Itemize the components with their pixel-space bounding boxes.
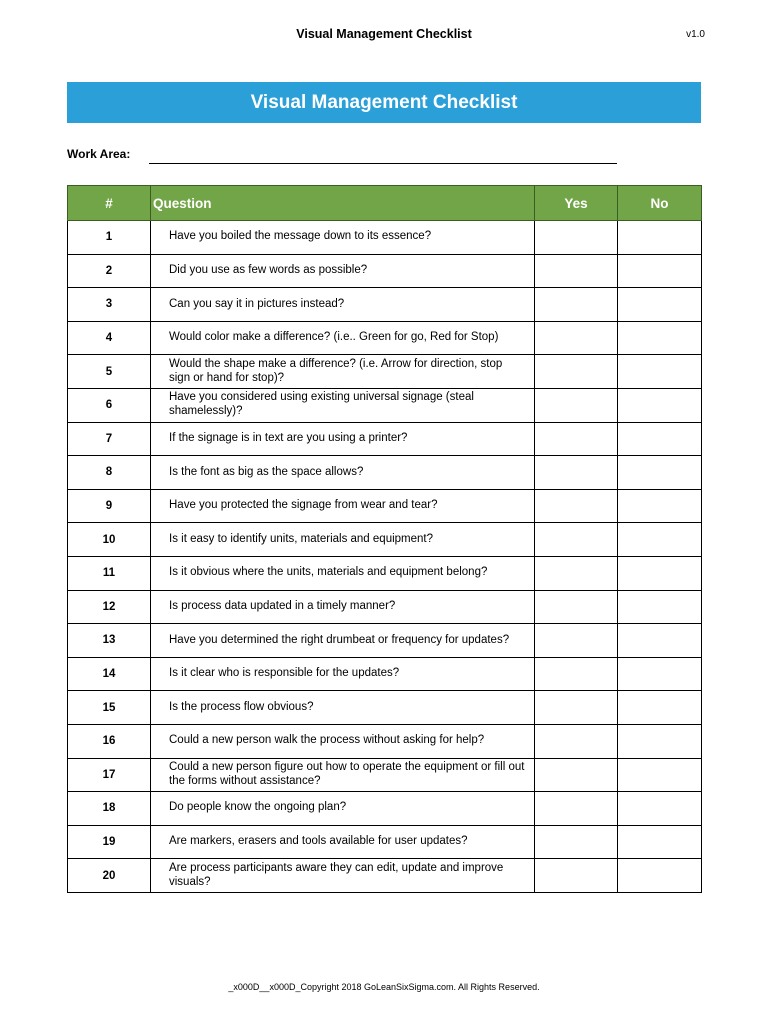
yes-checkbox-cell[interactable]	[535, 724, 618, 758]
row-number: 2	[68, 254, 151, 288]
table-row	[68, 254, 702, 288]
no-checkbox-cell[interactable]	[618, 590, 702, 624]
row-number: 6	[68, 388, 151, 422]
table-row	[68, 758, 702, 792]
checklist-rows	[68, 221, 702, 893]
table-row	[68, 825, 702, 859]
table-row	[68, 691, 702, 725]
row-number: 15	[68, 691, 151, 725]
yes-checkbox-cell[interactable]	[535, 859, 618, 893]
no-checkbox-cell[interactable]	[618, 724, 702, 758]
row-question: Could a new person walk the process without asking for help?	[151, 724, 535, 758]
row-question: Is process data updated in a timely manner?	[151, 590, 535, 624]
yes-checkbox-cell[interactable]	[535, 523, 618, 557]
yes-checkbox-cell[interactable]	[535, 556, 618, 590]
table-row	[68, 624, 702, 658]
row-question: If the signage is in text are you using a printer?	[151, 422, 535, 456]
work-area-field[interactable]	[149, 163, 617, 164]
yes-checkbox-cell[interactable]	[535, 691, 618, 725]
yes-checkbox-cell[interactable]	[535, 288, 618, 322]
column-header-yes: Yes	[535, 186, 618, 221]
row-number: 7	[68, 422, 151, 456]
table-row	[68, 355, 702, 389]
row-question: Have you considered using existing universal signage (steal shamelessly)?	[151, 388, 535, 422]
checklist-banner: Visual Management Checklist	[67, 82, 701, 123]
copyright-footer: _x000D__x000D_Copyright 2018 GoLeanSixSigma.com. All Rights Reserved.	[228, 982, 540, 992]
row-number: 8	[68, 456, 151, 490]
row-question: Do people know the ongoing plan?	[151, 792, 535, 826]
yes-checkbox-cell[interactable]	[535, 355, 618, 389]
row-number: 12	[68, 590, 151, 624]
table-row	[68, 489, 702, 523]
row-number: 10	[68, 523, 151, 557]
yes-checkbox-cell[interactable]	[535, 624, 618, 658]
row-number: 9	[68, 489, 151, 523]
row-number: 19	[68, 825, 151, 859]
row-question: Would the shape make a difference? (i.e. Arrow for direction, stop sign or hand for stop)?	[151, 355, 535, 389]
version-label: v1.0	[686, 29, 705, 40]
table-row	[68, 422, 702, 456]
yes-checkbox-cell[interactable]	[535, 758, 618, 792]
row-question: Is it obvious where the units, materials and equipment belong?	[151, 556, 535, 590]
row-question: Is it clear who is responsible for the updates?	[151, 657, 535, 691]
row-question: Is the process flow obvious?	[151, 691, 535, 725]
no-checkbox-cell[interactable]	[618, 792, 702, 826]
no-checkbox-cell[interactable]	[618, 254, 702, 288]
no-checkbox-cell[interactable]	[618, 388, 702, 422]
yes-checkbox-cell[interactable]	[535, 221, 618, 255]
row-question: Have you protected the signage from wear and tear?	[151, 489, 535, 523]
checklist-table	[67, 185, 702, 893]
row-question: Have you determined the right drumbeat or frequency for updates?	[151, 624, 535, 658]
row-question: Would color make a difference? (i.e.. Green for go, Red for Stop)	[151, 321, 535, 355]
work-area	[67, 145, 627, 165]
no-checkbox-cell[interactable]	[618, 221, 702, 255]
row-number: 16	[68, 724, 151, 758]
row-number: 11	[68, 556, 151, 590]
no-checkbox-cell[interactable]	[618, 355, 702, 389]
row-number: 18	[68, 792, 151, 826]
row-number: 4	[68, 321, 151, 355]
no-checkbox-cell[interactable]	[618, 422, 702, 456]
yes-checkbox-cell[interactable]	[535, 489, 618, 523]
no-checkbox-cell[interactable]	[618, 523, 702, 557]
table-row	[68, 792, 702, 826]
no-checkbox-cell[interactable]	[618, 859, 702, 893]
table-row	[68, 590, 702, 624]
row-question: Is it easy to identify units, materials and equipment?	[151, 523, 535, 557]
table-row	[68, 724, 702, 758]
no-checkbox-cell[interactable]	[618, 288, 702, 322]
row-number: 1	[68, 221, 151, 255]
table-row	[68, 859, 702, 893]
no-checkbox-cell[interactable]	[618, 691, 702, 725]
table-row	[68, 321, 702, 355]
table-row	[68, 556, 702, 590]
row-question: Are process participants aware they can edit, update and improve visuals?	[151, 859, 535, 893]
no-checkbox-cell[interactable]	[618, 321, 702, 355]
no-checkbox-cell[interactable]	[618, 456, 702, 490]
table-row	[68, 456, 702, 490]
table-row	[68, 288, 702, 322]
yes-checkbox-cell[interactable]	[535, 657, 618, 691]
no-checkbox-cell[interactable]	[618, 657, 702, 691]
row-question: Is the font as big as the space allows?	[151, 456, 535, 490]
row-question: Did you use as few words as possible?	[151, 254, 535, 288]
page-header	[0, 27, 768, 45]
yes-checkbox-cell[interactable]	[535, 590, 618, 624]
column-header-no: No	[618, 186, 702, 221]
table-row	[68, 657, 702, 691]
yes-checkbox-cell[interactable]	[535, 254, 618, 288]
row-number: 3	[68, 288, 151, 322]
no-checkbox-cell[interactable]	[618, 556, 702, 590]
table-row	[68, 523, 702, 557]
yes-checkbox-cell[interactable]	[535, 825, 618, 859]
no-checkbox-cell[interactable]	[618, 825, 702, 859]
yes-checkbox-cell[interactable]	[535, 388, 618, 422]
row-question: Have you boiled the message down to its essence?	[151, 221, 535, 255]
row-number: 5	[68, 355, 151, 389]
table-row	[68, 388, 702, 422]
no-checkbox-cell[interactable]	[618, 758, 702, 792]
row-question: Are markers, erasers and tools available for user updates?	[151, 825, 535, 859]
column-header-number: #	[68, 186, 151, 221]
row-question: Can you say it in pictures instead?	[151, 288, 535, 322]
yes-checkbox-cell[interactable]	[535, 456, 618, 490]
table-row	[68, 221, 702, 255]
work-area-label: Work Area:	[67, 147, 131, 161]
row-number: 13	[68, 624, 151, 658]
yes-checkbox-cell[interactable]	[535, 321, 618, 355]
no-checkbox-cell[interactable]	[618, 624, 702, 658]
column-header-question: Question	[151, 186, 535, 221]
table-header-row	[68, 186, 702, 221]
row-number: 14	[68, 657, 151, 691]
yes-checkbox-cell[interactable]	[535, 792, 618, 826]
no-checkbox-cell[interactable]	[618, 489, 702, 523]
document-title: Visual Management Checklist	[296, 27, 472, 41]
row-number: 17	[68, 758, 151, 792]
yes-checkbox-cell[interactable]	[535, 422, 618, 456]
row-number: 20	[68, 859, 151, 893]
row-question: Could a new person figure out how to operate the equipment or fill out the forms without assistance?	[151, 758, 535, 792]
